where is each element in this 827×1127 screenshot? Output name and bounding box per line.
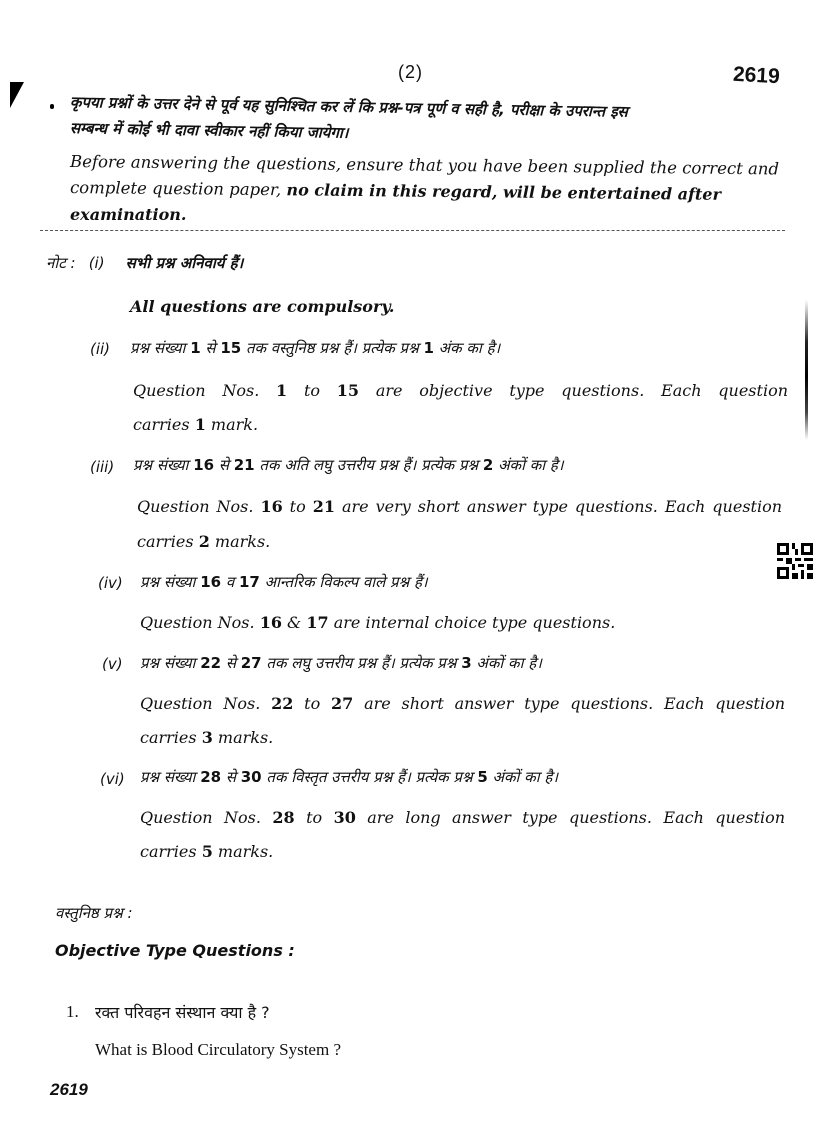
scan-edge-mark bbox=[805, 300, 808, 440]
item-english: All questions are compulsory. bbox=[130, 297, 395, 316]
item-hindi: सभी प्रश्न अनिवार्य हैं। bbox=[125, 254, 244, 272]
item-marker: (v) bbox=[102, 655, 123, 673]
item-hindi: प्रश्न संख्या 16 व 17 आन्तरिक विकल्प वाले प्रश्न हैं। bbox=[140, 573, 428, 591]
note-label: नोट : bbox=[46, 254, 76, 272]
paper-code-top: 2619 bbox=[732, 62, 781, 89]
section-title-hindi: वस्तुनिष्ठ प्रश्न : bbox=[55, 904, 133, 922]
instruction-english-line-3: examination. bbox=[70, 205, 187, 224]
item-english: Question Nos. 28 to 30 are long answer type questions. Each question bbox=[140, 808, 786, 827]
item-hindi: प्रश्न संख्या 28 से 30 तक विस्तृत उत्तरीय प्रश्न हैं। प्रत्येक प्रश्न 5 अंकों का है। bbox=[140, 768, 559, 786]
item-hindi: प्रश्न संख्या 16 से 21 तक अति लघु उत्तरीय प्रश्न हैं। प्रत्येक प्रश्न 2 अंकों का है। bbox=[133, 456, 564, 474]
item-english-line-2: carries 5 marks. bbox=[140, 842, 274, 861]
question-hindi: रक्त परिवहन संस्थान क्या है ? bbox=[95, 1003, 270, 1022]
registration-mark-icon bbox=[10, 82, 24, 108]
instruction-english-line-1: Before answering the questions, ensure that you have been supplied the correct and bbox=[69, 152, 780, 179]
item-marker: (iv) bbox=[98, 574, 123, 592]
section-title-english: Objective Type Questions : bbox=[55, 941, 295, 960]
instruction-english-plain: complete question paper, bbox=[69, 178, 287, 200]
instruction-english-line-2 bbox=[70, 178, 721, 204]
question-number: 1. bbox=[66, 1002, 79, 1021]
paper-code-bottom: 2619 bbox=[50, 1080, 88, 1099]
instruction-hindi-line-2: सम्बन्ध में कोई भी दावा स्वीकार नहीं किया जायेगा। bbox=[69, 119, 349, 142]
item-hindi: प्रश्न संख्या 1 से 15 तक वस्तुनिष्ठ प्रश्न हैं। प्रत्येक प्रश्न 1 अंक का है। bbox=[130, 339, 501, 357]
question-english: What is Blood Circulatory System ? bbox=[95, 1040, 341, 1059]
qr-code-icon bbox=[777, 543, 813, 579]
item-english: Question Nos. 16 & 17 are internal choice type questions. bbox=[140, 613, 616, 632]
page-number: (2) bbox=[398, 62, 423, 82]
item-english-line-2: carries 3 marks. bbox=[140, 728, 274, 747]
item-marker: (vi) bbox=[100, 770, 125, 788]
item-english: Question Nos. 22 to 27 are short answer type questions. Each question bbox=[140, 694, 786, 713]
item-english: Question Nos. 1 to 15 are objective type questions. Each question bbox=[133, 381, 788, 400]
item-marker: (ii) bbox=[90, 340, 111, 358]
bullet-icon bbox=[50, 104, 54, 109]
note-item-1 bbox=[46, 253, 243, 273]
item-marker: (i) bbox=[88, 254, 105, 272]
item-hindi: प्रश्न संख्या 22 से 27 तक लघु उत्तरीय प्रश्न हैं। प्रत्येक प्रश्न 3 अंकों का है। bbox=[140, 654, 542, 672]
item-marker: (iii) bbox=[90, 458, 115, 476]
item-english: Question Nos. 16 to 21 are very short answer type questions. Each question bbox=[137, 497, 783, 516]
divider bbox=[40, 230, 785, 231]
instruction-english-bold: no claim in this regard, will be entertained after bbox=[286, 180, 722, 204]
item-english-line-2: carries 2 marks. bbox=[137, 532, 271, 551]
item-english-line-2: carries 1 mark. bbox=[133, 415, 259, 434]
instruction-hindi-line-1: कृपया प्रश्नों के उत्तर देने से पूर्व यह सुनिश्चित कर लें कि प्रश्न-पत्र पूर्ण व सही है, परीक्षा के उपरान्त इस bbox=[69, 93, 628, 121]
